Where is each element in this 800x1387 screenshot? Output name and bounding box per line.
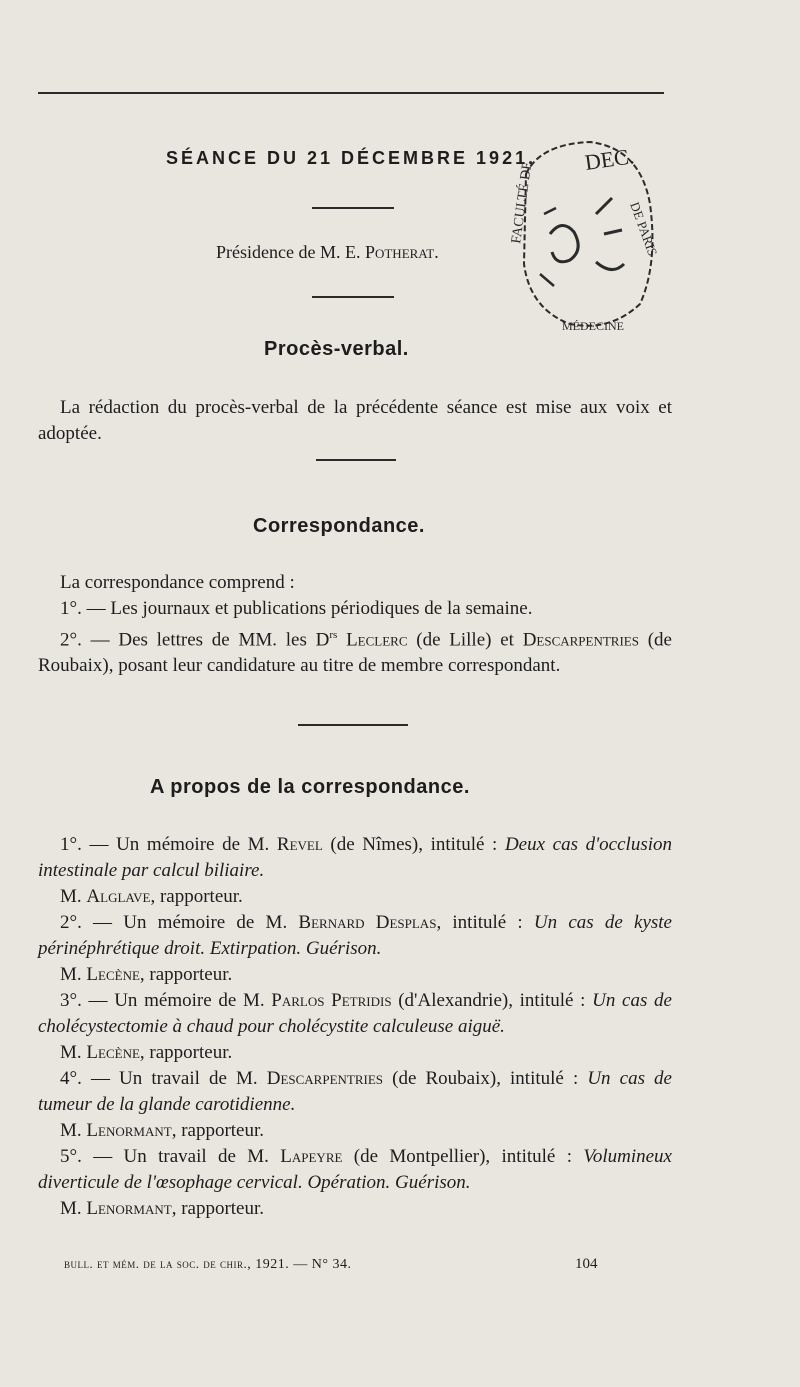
page-number: 104 [575,1256,598,1272]
svg-text:FACULTÉ DE: FACULTÉ DE [509,160,536,245]
footer-citation [64,1256,351,1273]
item-author: Lapeyre [280,1146,343,1167]
rapporteur-line [38,1196,672,1222]
a-propos-item [38,1144,672,1196]
svg-text:MÉDECINE: MÉDECINE [562,319,624,333]
item-mid: (de Montpellier), intitulé : [342,1146,584,1167]
rapporteur: Lecène [86,1042,140,1063]
proces-verbal-text [38,395,672,447]
president-name: Potherat. [364,242,439,262]
svg-text:DEC.: DEC. [583,143,636,175]
item-author: Descarpentries [266,1068,384,1089]
rapporteur-line [38,962,672,988]
a-propos-item [38,1066,672,1118]
a-propos-item [38,832,672,884]
author-name: Leclerc [346,629,408,651]
item-author: Parlos Petridis [271,990,392,1011]
correspondance-heading: Correspondance. [253,515,425,537]
item-author: Bernard Desplas [298,912,437,933]
rapporteur-pre: M. [60,1042,87,1063]
proces-verbal-paragraph: La rédaction du procès-verbal de la précédente séance est mise aux voix et adoptée. [38,397,672,444]
a-propos-item [38,988,672,1040]
item-prefix: 3°. — Un mémoire de M. [60,990,272,1011]
presidence-prefix: Présidence de M. E. [216,242,365,262]
a-propos-heading: A propos de la correspondance. [150,776,470,798]
rapporteur-line [38,1118,672,1144]
item-mid: , intitulé : [436,912,534,933]
library-stamp-icon [500,134,662,334]
item-title: Deux cas d'occlusion intestinale par calcul biliaire. [38,834,672,881]
rapporteur: Lenormant [86,1198,172,1219]
svg-text:DE PARIS: DE PARIS [627,199,661,258]
correspondance-item-2: 2°. — Des lettres de MM. les $D^{rs}$ Leclerc (de Lille) et Descarpentries (de Roubaix), posant leur candidature au titre de membre correspondant. [38,629,672,677]
correspondance-text [38,570,672,679]
item-prefix: 5°. — Un travail de M. [60,1146,281,1167]
author-name: Descarpentries [522,629,639,651]
proces-verbal-heading: Procès-verbal. [264,338,409,360]
item-mid: (d'Alexandrie), intitulé : [391,990,593,1011]
rapporteur-post: , rapporteur. [139,964,233,985]
item-title: Un cas de kyste périnéphrétique droit. Extirpation. Guérison. [38,912,672,959]
divider [312,207,394,209]
item-title: Un cas de tumeur de la glande carotidienne. [38,1068,672,1115]
seance-title: SÉANCE DU 21 DÉCEMBRE 1921. [166,148,537,168]
journal-name: bull. et mém. de la soc. de chir. [64,1256,248,1271]
rapporteur-pre: M. [60,1120,87,1141]
item-title: Volumineux diverticule de l'œsophage cervical. Opération. Guérison. [38,1146,672,1193]
rapporteur: Lecène [86,964,140,985]
rapporteur-line [38,1040,672,1066]
divider [312,296,394,298]
item-prefix: 1°. — Un mémoire de M. [60,834,277,855]
divider [316,459,396,461]
rapporteur-post: , rapporteur. [150,886,243,907]
rapporteur: Lenormant [86,1120,172,1141]
a-propos-item [38,910,672,962]
correspondance-item-1: 1°. — Les journaux et publications périodiques de la semaine. [60,598,533,619]
item-title: Un cas de cholécystectomie à chaud pour cholécystite calculeuse aiguë. [38,990,672,1037]
item-mid: (de Nîmes), intitulé : [322,834,505,855]
rapporteur-pre: M. [60,1198,87,1219]
item-author: Revel [276,834,323,855]
rapporteur-post: , rapporteur. [171,1198,265,1219]
correspondance-intro: La correspondance comprend : [60,572,295,593]
rapporteur-post: , rapporteur. [139,1042,233,1063]
a-propos-list [38,832,672,1222]
presidence-line [216,242,439,263]
rapporteur: Alglave [86,886,151,907]
item-prefix: 4°. — Un travail de M. [60,1068,267,1089]
item-prefix: 2°. — Un mémoire de M. [60,912,299,933]
rapporteur-line [38,884,672,910]
item-mid: (de Roubaix), intitulé : [383,1068,588,1089]
rapporteur-post: , rapporteur. [171,1120,265,1141]
divider [298,724,408,726]
rapporteur-pre: M. [60,964,87,985]
rapporteur-pre: M. [60,886,87,907]
journal-year: , 1921. — N° 34. [247,1257,352,1272]
top-rule [38,92,664,94]
